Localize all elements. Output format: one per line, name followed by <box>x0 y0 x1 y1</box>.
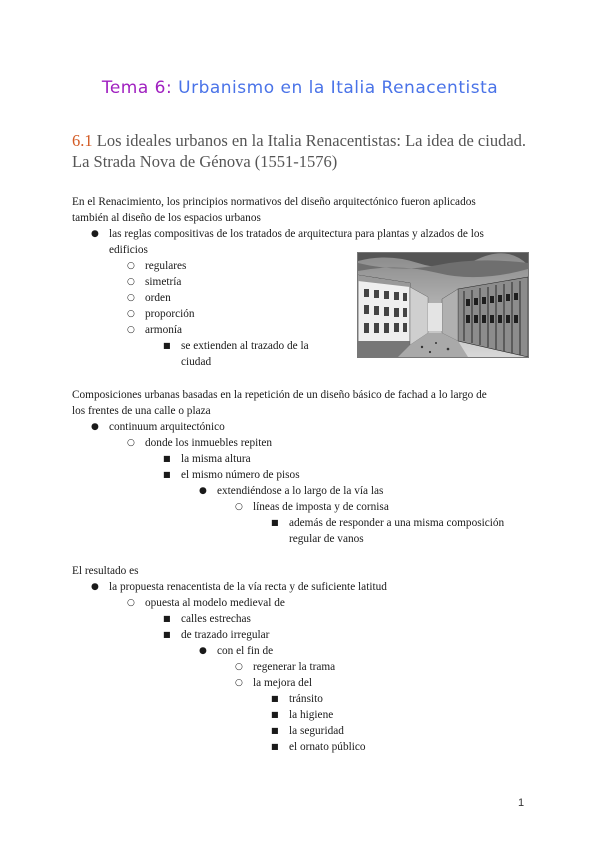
page-number: 1 <box>518 797 525 809</box>
s1-intro-line1: En el Renacimiento, los principios normativos del diseño arquitectónico fueron aplicados <box>72 196 476 208</box>
s3-l6-item: la seguridad <box>289 725 344 737</box>
filled-circle-bullet-icon: ● <box>199 646 207 656</box>
s2-intro-line1: Composiciones urbanas basadas en la repetición de un diseño básico de fachad a lo largo de <box>72 389 487 401</box>
filled-circle-bullet-icon: ● <box>91 229 99 239</box>
s3-l2: opuesta al modelo medieval de <box>145 597 285 609</box>
s1-sub-item: regulares <box>145 260 187 272</box>
filled-circle-bullet-icon: ● <box>91 582 99 592</box>
s3-l4: con el fin de <box>217 645 274 657</box>
s1-intro-line2: también al diseño de los espacios urbanos <box>72 212 261 224</box>
s1-sub-item: simetría <box>145 276 182 288</box>
square-bullet-icon: ■ <box>163 470 171 479</box>
s2-l3a: la misma altura <box>181 453 251 465</box>
filled-circle-bullet-icon: ● <box>91 422 99 432</box>
square-bullet-icon: ■ <box>271 742 279 751</box>
hollow-circle-bullet-icon: ○ <box>235 662 243 672</box>
s3-l1: la propuesta renacentista de la vía recta y de suficiente latitud <box>109 581 387 593</box>
s3-l3b: de trazado irregular <box>181 629 270 641</box>
hollow-circle-bullet-icon: ○ <box>127 277 135 287</box>
square-bullet-icon: ■ <box>271 710 279 719</box>
s3-l6-item: tránsito <box>289 693 323 705</box>
hollow-circle-bullet-icon: ○ <box>127 309 135 319</box>
s1-b1-line2: edificios <box>109 244 148 256</box>
s3-l3a: calles estrechas <box>181 613 251 625</box>
s2-l4: extendiéndose a lo largo de la vía las <box>217 485 384 497</box>
filled-circle-bullet-icon: ● <box>199 486 207 496</box>
s3-l5b: la mejora del <box>253 677 312 689</box>
hollow-circle-bullet-icon: ○ <box>127 598 135 608</box>
strada-nova-engraving-image <box>357 252 529 358</box>
hollow-circle-bullet-icon: ○ <box>127 261 135 271</box>
s1-sub-item: armonía <box>145 324 183 336</box>
s3-intro: El resultado es <box>72 565 139 577</box>
s3-l5a: regenerar la trama <box>253 661 336 673</box>
s2-intro-line2: los frentes de una calle o plaza <box>72 405 211 417</box>
document-title <box>0 78 600 98</box>
square-bullet-icon: ■ <box>163 454 171 463</box>
s1-sub-item: orden <box>145 292 171 304</box>
heading-number: 6.1 <box>72 131 93 150</box>
s3-l6-item: el ornato público <box>289 741 366 753</box>
s3-l6-item: la higiene <box>289 709 334 721</box>
s2-l3b: el mismo número de pisos <box>181 469 300 481</box>
hollow-circle-bullet-icon: ○ <box>235 678 243 688</box>
s2-l2: donde los inmuebles repiten <box>145 437 273 449</box>
square-bullet-icon: ■ <box>271 726 279 735</box>
hollow-circle-bullet-icon: ○ <box>127 438 135 448</box>
square-bullet-icon: ■ <box>163 630 171 639</box>
square-bullet-icon: ■ <box>271 518 279 527</box>
s1-subsub-line2: ciudad <box>181 356 212 368</box>
heading-line2: La Strada Nova de Génova (1551-1576) <box>72 152 338 171</box>
s2-l5: líneas de imposta y de cornisa <box>253 501 389 513</box>
s1-sub-item: proporción <box>145 308 195 320</box>
heading-line1: Los ideales urbanos en la Italia Renacentistas: La idea de ciudad. <box>96 131 527 150</box>
s1-b1-line1: las reglas compositivas de los tratados de arquitectura para plantas y alzados de los <box>109 228 484 240</box>
hollow-circle-bullet-icon: ○ <box>127 325 135 335</box>
square-bullet-icon: ■ <box>271 694 279 703</box>
hollow-circle-bullet-icon: ○ <box>235 502 243 512</box>
s1-subsub-line1: se extienden al trazado de la <box>181 340 309 352</box>
section-heading <box>72 130 542 172</box>
s2-l6-line1: además de responder a una misma composición <box>289 517 505 529</box>
s2-l1: continuum arquitectónico <box>109 421 225 433</box>
hollow-circle-bullet-icon: ○ <box>127 293 135 303</box>
s2-l6-line2: regular de vanos <box>289 533 364 545</box>
square-bullet-icon: ■ <box>163 614 171 623</box>
square-bullet-icon: ■ <box>163 341 171 350</box>
title-prefix: Tema 6: <box>101 78 173 98</box>
title-main: Urbanismo en la Italia Renacentista <box>178 78 499 98</box>
